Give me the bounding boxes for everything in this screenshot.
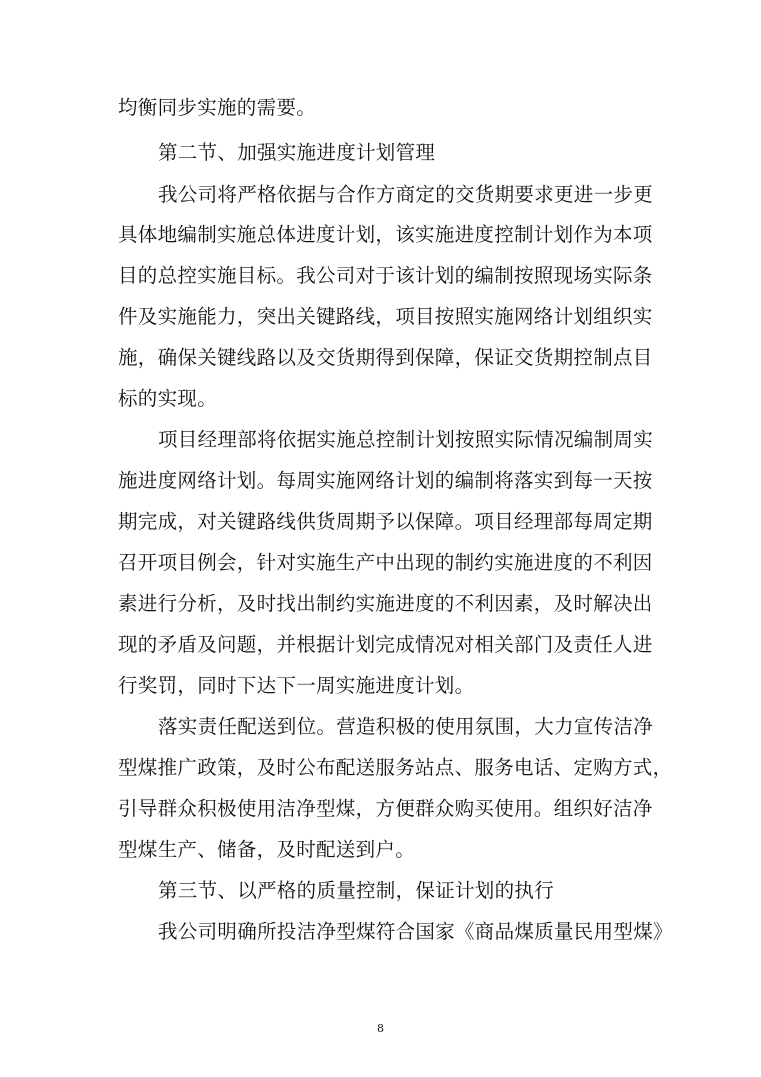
text-line: 引导群众积极使用洁净型煤，方便群众购买使用。组织好洁净	[118, 797, 653, 820]
text-line: 型煤推广政策，及时公布配送服务站点、服务电话、定购方式，	[118, 756, 673, 779]
text-line: 项目经理部将依据实施总控制计划按照实际情况编制周实	[158, 428, 654, 451]
section-heading: 第二节、加强实施进度计划管理	[158, 141, 436, 164]
text-line: 我公司将严格依据与合作方商定的交货期要求更进一步更	[158, 183, 654, 206]
section-heading: 第三节、以严格的质量控制，保证计划的执行	[158, 879, 555, 902]
text-line: 标的实现。	[118, 387, 218, 410]
text-line: 素进行分析，及时找出制约实施进度的不利因素，及时解决出	[118, 592, 653, 615]
text-line: 具体地编制实施总体进度计划，该实施进度控制计划作为本项	[118, 223, 653, 246]
text-line: 施进度网络计划。每周实施网络计划的编制将落实到每一天按	[118, 469, 653, 492]
text-line: 型煤生产、储备，及时配送到户。	[118, 838, 416, 861]
text-line: 行奖罚，同时下达下一周实施进度计划。	[118, 674, 475, 697]
text-line: 件及实施能力，突出关键路线，项目按照实施网络计划组织实	[118, 305, 653, 328]
page-number: 8	[377, 1022, 384, 1035]
text-line: 期完成，对关键路线供货周期予以保障。项目经理部每周定期	[118, 510, 653, 533]
text-line: 召开项目例会，针对实施生产中出现的制约实施进度的不利因	[118, 551, 653, 574]
text-line: 施，确保关键线路以及交货期得到保障，保证交货期控制点目	[118, 346, 653, 369]
text-line: 我公司明确所投洁净型煤符合国家《商品煤质量民用型煤》	[158, 920, 673, 943]
text-line: 现的矛盾及问题，并根据计划完成情况对相关部门及责任人进	[118, 633, 653, 656]
text-line: 落实责任配送到位。营造积极的使用氛围，大力宣传洁净	[158, 715, 654, 738]
text-line: 目的总控实施目标。我公司对于该计划的编制按照现场实际条	[118, 264, 653, 287]
text-line: 均衡同步实施的需要。	[118, 96, 317, 119]
